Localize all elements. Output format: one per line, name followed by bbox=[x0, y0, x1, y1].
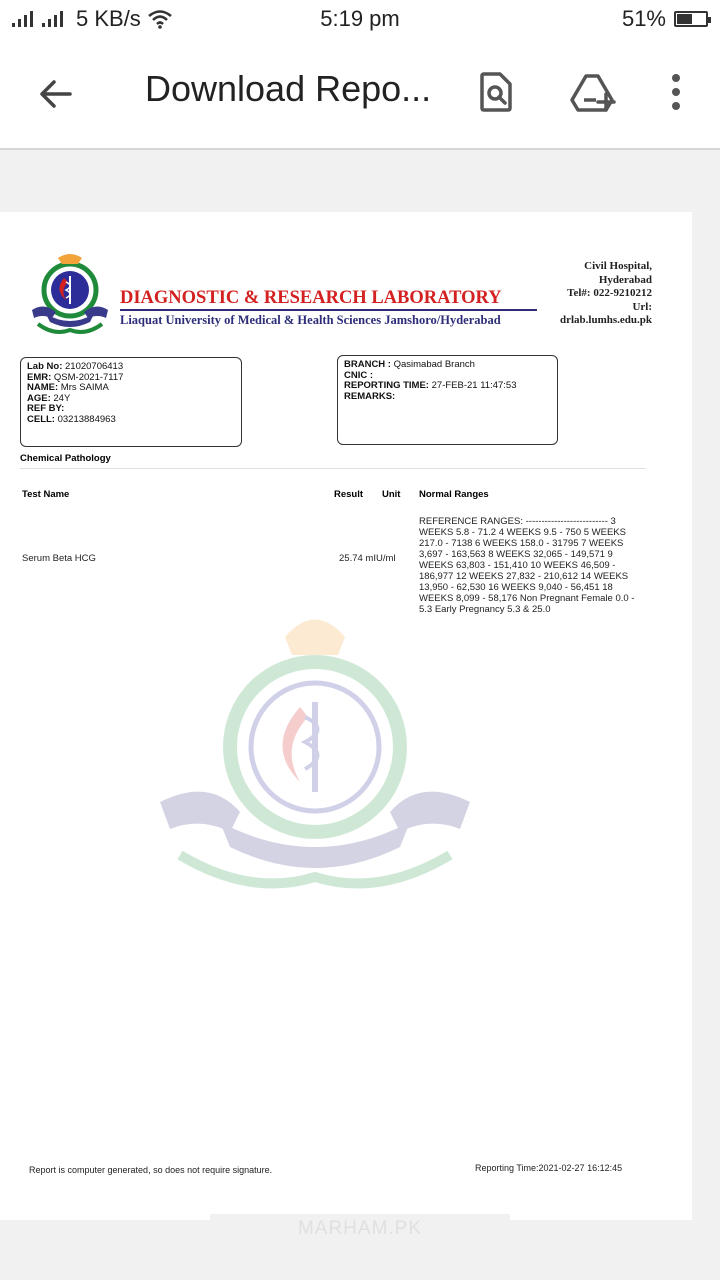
cnic-label: CNIC : bbox=[344, 369, 374, 381]
name-label: NAME: bbox=[27, 382, 59, 393]
reporting-time-value: 27-FEB-21 11:47:53 bbox=[431, 380, 517, 391]
reporting-time-label: REPORTING TIME: bbox=[344, 380, 429, 391]
lab-name: DIAGNOSTIC & RESEARCH LABORATORY bbox=[120, 288, 502, 308]
page-title: Download Repo... bbox=[145, 68, 432, 109]
network-speed: 5 KB/s bbox=[76, 6, 141, 31]
header-divider bbox=[120, 309, 537, 311]
section-divider bbox=[20, 468, 646, 469]
result-cell: 25.74 mIU/ml bbox=[339, 553, 396, 564]
address-line1: Civil Hospital, bbox=[584, 260, 652, 272]
address-tel: Tel#: 022-9210212 bbox=[567, 287, 652, 299]
branch-label: BRANCH : bbox=[344, 359, 391, 370]
battery-icon bbox=[674, 11, 708, 27]
university-seal-watermark-icon bbox=[150, 597, 480, 897]
status-bar bbox=[0, 0, 720, 38]
footer-reporting-time: Reporting Time:2021-02-27 16:12:45 bbox=[475, 1163, 623, 1173]
clock: 5:19 pm bbox=[320, 6, 400, 31]
search-doc-icon[interactable] bbox=[472, 68, 520, 116]
lab-subtitle: Liaquat University of Medical & Health Sciences Jamshoro/Hyderabad bbox=[120, 313, 501, 327]
add-to-drive-icon[interactable] bbox=[568, 68, 616, 116]
emr-value: QSM-2021-7117 bbox=[53, 371, 124, 383]
patient-info-box bbox=[20, 357, 242, 447]
header-unit: Unit bbox=[382, 489, 401, 500]
normal-ranges-cell: REFERENCE RANGES: -------------------------- 3 WEEKS 5.8 - 71.2 4 WEEKS 9.5 - 750 5 WEEKS 217.0 - 7138 6 WEEKS 158.0 - 31795 7 WEEKS 3,697 - 163,563 8 WEEKS 32,065 - 149,571 9 WEEKS 63,803 - 151,410 10 WEEKS 46,509 - 186,977 12 WEEKS 27,832 - 210,612 14 WEEKS 13,950 - 62,530 16 WEEKS 9,040 - 56,451 18 WEEKS 8,099 - 58,176 Non Pregnant Female 0.0 - 5.3 Early Pregnancy 5.3 & 25.0 bbox=[419, 516, 635, 615]
back-arrow-icon[interactable] bbox=[34, 72, 78, 116]
address-line2: Hyderabad bbox=[598, 273, 652, 286]
section-title: Chemical Pathology bbox=[20, 453, 111, 464]
battery-percent: 51% bbox=[621, 6, 666, 31]
emr-label: EMR: bbox=[27, 371, 52, 383]
age-value: 24Y bbox=[53, 392, 71, 404]
lab-logo-icon bbox=[24, 252, 116, 336]
status-right bbox=[622, 6, 708, 32]
ref-by-label: REF BY: bbox=[27, 403, 65, 414]
report-page[interactable] bbox=[0, 212, 692, 1220]
age-label: AGE: bbox=[27, 392, 51, 404]
branch-info-box bbox=[337, 355, 558, 445]
lab-no-value: 21020706413 bbox=[65, 361, 124, 372]
lab-no-label: Lab No: bbox=[27, 361, 63, 372]
name-value: Mrs SAIMA bbox=[60, 382, 109, 393]
remarks-label: REMARKS: bbox=[344, 390, 396, 402]
test-name-cell: Serum Beta HCG bbox=[22, 553, 96, 564]
address-url-label: Url: bbox=[632, 300, 652, 313]
app-bar bbox=[0, 38, 720, 150]
lab-address bbox=[560, 260, 652, 328]
cell-label: CELL: bbox=[27, 413, 55, 425]
footer-note: Report is computer generated, so does not require signature. bbox=[29, 1165, 273, 1175]
marham-watermark: MARHAM.PK bbox=[210, 1214, 510, 1244]
header-normal-ranges: Normal Ranges bbox=[419, 489, 489, 500]
header-result: Result bbox=[334, 489, 364, 500]
branch-value: Qasimabad Branch bbox=[393, 359, 475, 370]
cell-value: 03213884963 bbox=[57, 413, 116, 425]
header-test-name: Test Name bbox=[22, 489, 70, 500]
more-vert-icon[interactable] bbox=[652, 68, 700, 116]
address-url: drlab.lumhs.edu.pk bbox=[559, 314, 652, 326]
